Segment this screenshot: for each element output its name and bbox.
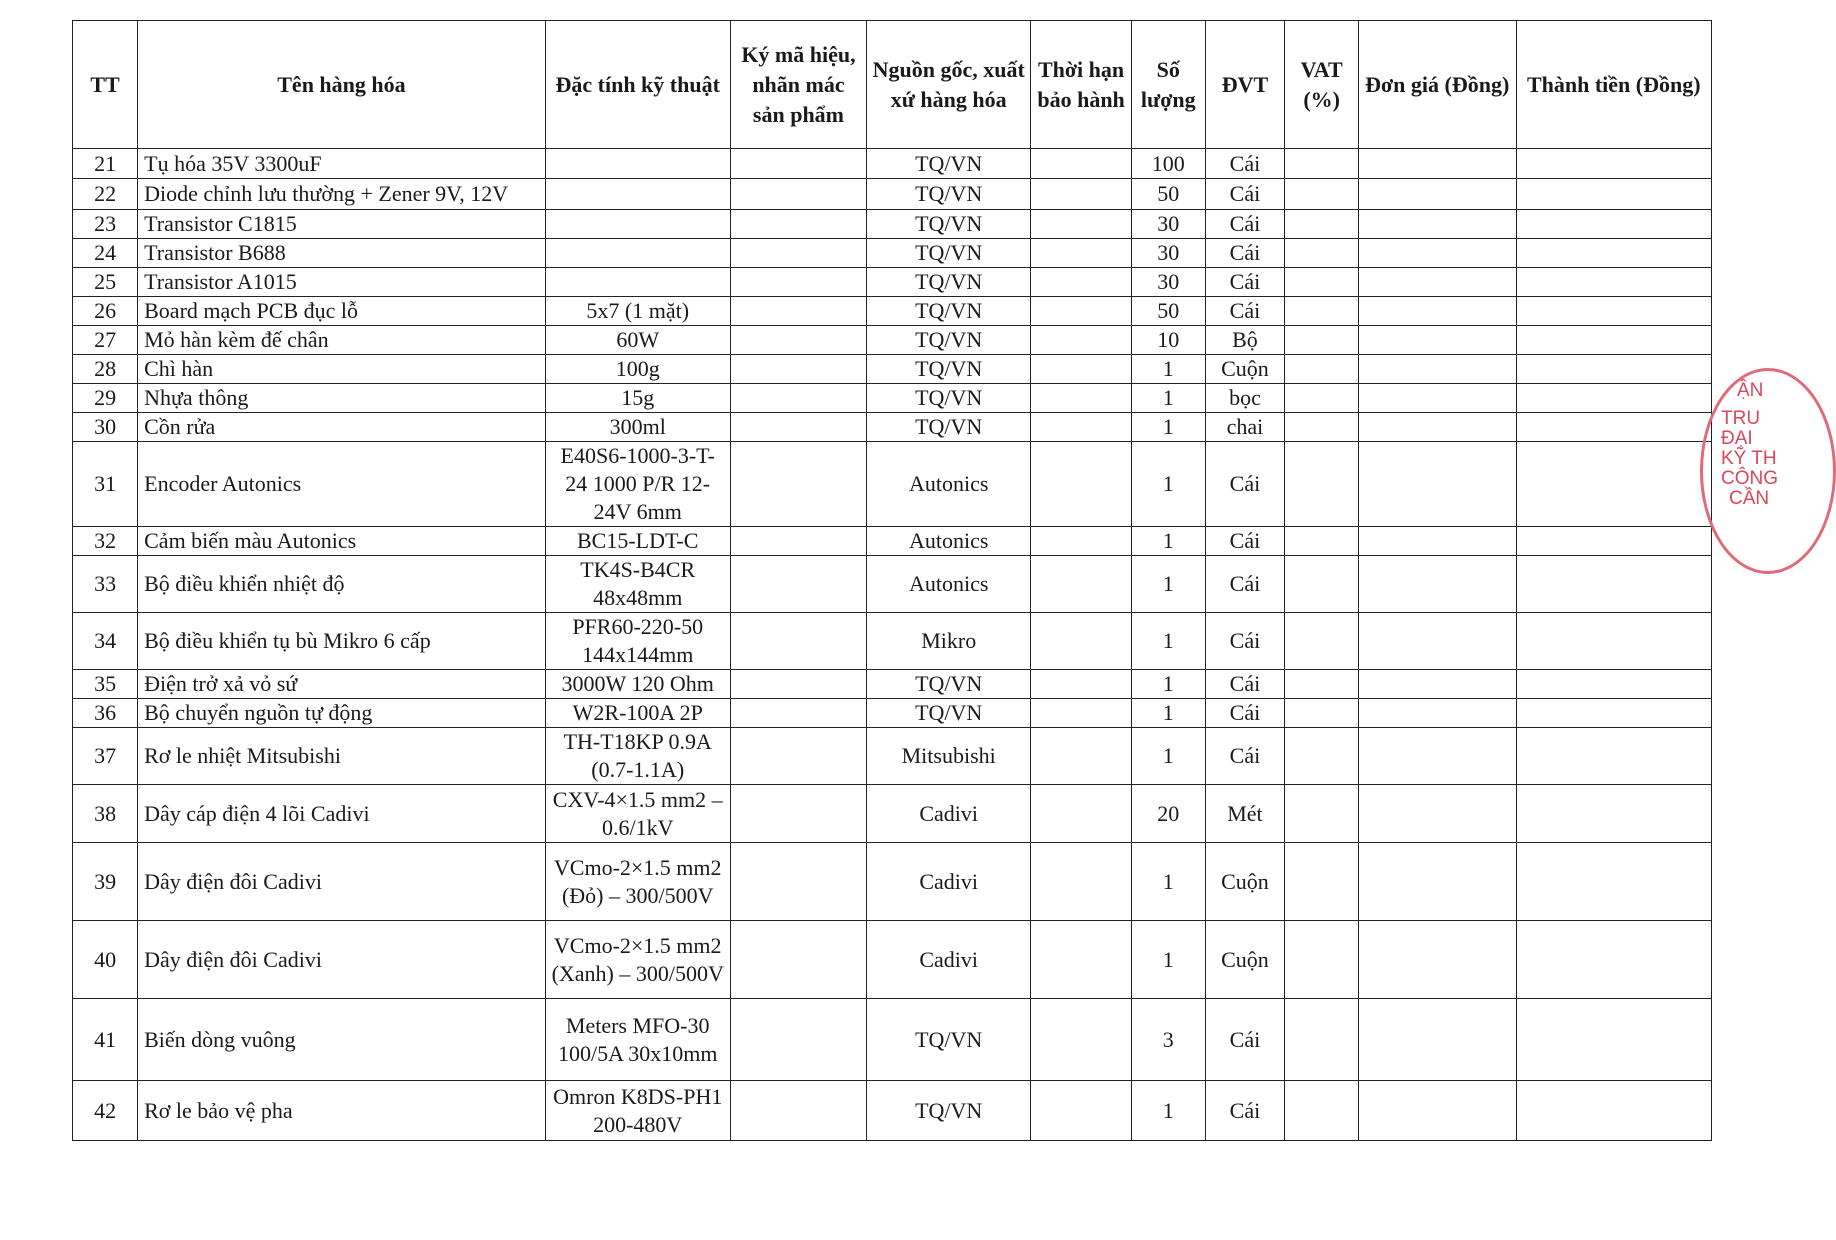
stamp-text: CÔNG (1721, 468, 1778, 489)
cell-vat (1285, 384, 1359, 413)
cell-vat (1285, 149, 1359, 179)
cell-warranty (1031, 149, 1132, 179)
cell-name: Transistor B688 (138, 239, 546, 268)
cell-warranty (1031, 384, 1132, 413)
cell-total (1516, 613, 1712, 670)
cell-qty: 1 (1132, 843, 1206, 921)
cell-code (730, 297, 867, 326)
table-row (73, 326, 1712, 355)
cell-vat (1285, 556, 1359, 613)
cell-spec: 300ml (545, 413, 730, 442)
cell-unit: bọc (1205, 384, 1285, 413)
cell-total (1516, 999, 1712, 1081)
cell-unit: Cái (1205, 1081, 1285, 1141)
cell-qty: 1 (1132, 527, 1206, 556)
cell-spec: CXV-4×1.5 mm2 – 0.6/1kV (545, 785, 730, 843)
cell-code (730, 442, 867, 527)
table-row (73, 413, 1712, 442)
cell-qty: 100 (1132, 149, 1206, 179)
cell-price (1358, 413, 1516, 442)
cell-tt: 37 (73, 728, 138, 785)
header-tt: TT (73, 21, 138, 149)
cell-price (1358, 268, 1516, 297)
cell-qty: 30 (1132, 268, 1206, 297)
cell-code (730, 1081, 867, 1141)
cell-code (730, 413, 867, 442)
table-row (73, 728, 1712, 785)
cell-qty: 50 (1132, 179, 1206, 210)
cell-warranty (1031, 613, 1132, 670)
cell-origin: Mikro (867, 613, 1031, 670)
table-row (73, 268, 1712, 297)
cell-total (1516, 413, 1712, 442)
cell-tt: 42 (73, 1081, 138, 1141)
cell-unit: Cái (1205, 699, 1285, 728)
stamp-text: KỸ TH (1721, 448, 1777, 469)
table-row (73, 843, 1712, 921)
cell-code (730, 613, 867, 670)
cell-tt: 32 (73, 527, 138, 556)
red-stamp (1700, 368, 1836, 574)
cell-spec: VCmo-2×1.5 mm2 (Đỏ) – 300/500V (545, 843, 730, 921)
cell-tt: 39 (73, 843, 138, 921)
cell-origin: TQ/VN (867, 355, 1031, 384)
cell-unit: Cái (1205, 297, 1285, 326)
cell-vat (1285, 1081, 1359, 1141)
cell-total (1516, 699, 1712, 728)
cell-warranty (1031, 297, 1132, 326)
cell-vat (1285, 699, 1359, 728)
cell-spec (545, 268, 730, 297)
cell-tt: 26 (73, 297, 138, 326)
table-row (73, 613, 1712, 670)
cell-vat (1285, 239, 1359, 268)
cell-code (730, 785, 867, 843)
cell-unit: Cuộn (1205, 921, 1285, 999)
cell-tt: 41 (73, 999, 138, 1081)
cell-vat (1285, 843, 1359, 921)
table-row (73, 442, 1712, 527)
cell-warranty (1031, 728, 1132, 785)
table-row (73, 149, 1712, 179)
cell-spec (545, 149, 730, 179)
header-qty: Số lượng (1132, 21, 1206, 149)
cell-code (730, 527, 867, 556)
cell-spec (545, 210, 730, 239)
cell-spec: TH-T18KP 0.9A (0.7-1.1A) (545, 728, 730, 785)
cell-price (1358, 384, 1516, 413)
cell-warranty (1031, 413, 1132, 442)
cell-qty: 20 (1132, 785, 1206, 843)
cell-total (1516, 843, 1712, 921)
cell-spec: E40S6-1000-3-T-24 1000 P/R 12-24V 6mm (545, 442, 730, 527)
cell-code (730, 999, 867, 1081)
table-row (73, 785, 1712, 843)
cell-spec: 15g (545, 384, 730, 413)
cell-spec: PFR60-220-50 144x144mm (545, 613, 730, 670)
cell-code (730, 699, 867, 728)
cell-vat (1285, 999, 1359, 1081)
cell-warranty (1031, 670, 1132, 699)
cell-warranty (1031, 239, 1132, 268)
cell-price (1358, 297, 1516, 326)
cell-vat (1285, 442, 1359, 527)
table-row (73, 670, 1712, 699)
cell-total (1516, 326, 1712, 355)
cell-name: Bộ điều khiển tụ bù Mikro 6 cấp (138, 613, 546, 670)
cell-qty: 1 (1132, 1081, 1206, 1141)
cell-code (730, 843, 867, 921)
cell-vat (1285, 326, 1359, 355)
stamp-text: TRU (1721, 408, 1761, 429)
cell-unit: Cái (1205, 239, 1285, 268)
cell-warranty (1031, 210, 1132, 239)
cell-code (730, 149, 867, 179)
table-row (73, 1081, 1712, 1141)
cell-unit: Cái (1205, 670, 1285, 699)
cell-tt: 23 (73, 210, 138, 239)
header-origin: Nguồn gốc, xuất xứ hàng hóa (867, 21, 1031, 149)
cell-spec: W2R-100A 2P (545, 699, 730, 728)
cell-origin: TQ/VN (867, 210, 1031, 239)
cell-spec (545, 179, 730, 210)
cell-price (1358, 210, 1516, 239)
cell-qty: 1 (1132, 556, 1206, 613)
cell-origin: Autonics (867, 527, 1031, 556)
cell-spec: TK4S-B4CR 48x48mm (545, 556, 730, 613)
cell-qty: 50 (1132, 297, 1206, 326)
cell-name: Rơ le bảo vệ pha (138, 1081, 546, 1141)
cell-qty: 10 (1132, 326, 1206, 355)
cell-price (1358, 527, 1516, 556)
cell-qty: 1 (1132, 355, 1206, 384)
cell-price (1358, 179, 1516, 210)
cell-qty: 1 (1132, 699, 1206, 728)
table-row (73, 384, 1712, 413)
cell-price (1358, 699, 1516, 728)
cell-spec: 100g (545, 355, 730, 384)
cell-price (1358, 355, 1516, 384)
cell-tt: 31 (73, 442, 138, 527)
cell-unit: Cái (1205, 556, 1285, 613)
cell-warranty (1031, 442, 1132, 527)
cell-origin: TQ/VN (867, 149, 1031, 179)
cell-code (730, 670, 867, 699)
stamp-text: ĐẠI (1721, 428, 1753, 449)
cell-price (1358, 442, 1516, 527)
cell-name: Encoder Autonics (138, 442, 546, 527)
cell-vat (1285, 728, 1359, 785)
cell-unit: Cái (1205, 268, 1285, 297)
cell-name: Diode chỉnh lưu thường + Zener 9V, 12V (138, 179, 546, 210)
cell-price (1358, 1081, 1516, 1141)
cell-code (730, 268, 867, 297)
cell-origin: Autonics (867, 556, 1031, 613)
cell-price (1358, 239, 1516, 268)
cell-total (1516, 149, 1712, 179)
cell-tt: 40 (73, 921, 138, 999)
cell-origin: Cadivi (867, 843, 1031, 921)
cell-qty: 1 (1132, 670, 1206, 699)
header-warranty: Thời hạn bảo hành (1031, 21, 1132, 149)
cell-origin: TQ/VN (867, 268, 1031, 297)
cell-code (730, 384, 867, 413)
cell-vat (1285, 527, 1359, 556)
cell-total (1516, 556, 1712, 613)
cell-origin: TQ/VN (867, 1081, 1031, 1141)
cell-vat (1285, 355, 1359, 384)
table-row (73, 239, 1712, 268)
cell-qty: 1 (1132, 921, 1206, 999)
cell-warranty (1031, 785, 1132, 843)
cell-price (1358, 785, 1516, 843)
cell-unit: Cái (1205, 527, 1285, 556)
cell-tt: 21 (73, 149, 138, 179)
cell-qty: 1 (1132, 413, 1206, 442)
cell-code (730, 728, 867, 785)
cell-warranty (1031, 999, 1132, 1081)
cell-tt: 27 (73, 326, 138, 355)
cell-name: Transistor A1015 (138, 268, 546, 297)
cell-price (1358, 326, 1516, 355)
cell-price (1358, 728, 1516, 785)
cell-total (1516, 239, 1712, 268)
header-spec: Đặc tính kỹ thuật (545, 21, 730, 149)
cell-total (1516, 442, 1712, 527)
cell-origin: TQ/VN (867, 326, 1031, 355)
cell-qty: 1 (1132, 728, 1206, 785)
header-vat: VAT (%) (1285, 21, 1359, 149)
cell-warranty (1031, 843, 1132, 921)
cell-unit: Cái (1205, 210, 1285, 239)
cell-tt: 33 (73, 556, 138, 613)
cell-origin: TQ/VN (867, 670, 1031, 699)
table-row (73, 355, 1712, 384)
cell-tt: 25 (73, 268, 138, 297)
cell-price (1358, 999, 1516, 1081)
cell-origin: TQ/VN (867, 699, 1031, 728)
cell-origin: TQ/VN (867, 297, 1031, 326)
cell-spec: BC15-LDT-C (545, 527, 730, 556)
cell-unit: Cái (1205, 728, 1285, 785)
cell-origin: TQ/VN (867, 179, 1031, 210)
cell-spec: Omron K8DS-PH1 200-480V (545, 1081, 730, 1141)
cell-vat (1285, 297, 1359, 326)
header-total: Thành tiền (Đồng) (1516, 21, 1712, 149)
cell-total (1516, 179, 1712, 210)
cell-total (1516, 210, 1712, 239)
table-row (73, 699, 1712, 728)
cell-tt: 24 (73, 239, 138, 268)
cell-code (730, 210, 867, 239)
cell-total (1516, 728, 1712, 785)
cell-origin: TQ/VN (867, 999, 1031, 1081)
cell-total (1516, 297, 1712, 326)
cell-spec (545, 239, 730, 268)
cell-price (1358, 921, 1516, 999)
cell-price (1358, 556, 1516, 613)
cell-vat (1285, 921, 1359, 999)
table-row (73, 179, 1712, 210)
cell-tt: 30 (73, 413, 138, 442)
cell-unit: Cuộn (1205, 355, 1285, 384)
cell-vat (1285, 268, 1359, 297)
cell-name: Dây điện đôi Cadivi (138, 843, 546, 921)
cell-total (1516, 670, 1712, 699)
cell-qty: 1 (1132, 613, 1206, 670)
cell-code (730, 179, 867, 210)
header-code: Ký mã hiệu, nhãn mác sản phẩm (730, 21, 867, 149)
cell-unit: Cái (1205, 179, 1285, 210)
cell-price (1358, 670, 1516, 699)
cell-vat (1285, 210, 1359, 239)
cell-name: Bộ chuyển nguồn tự động (138, 699, 546, 728)
cell-warranty (1031, 527, 1132, 556)
cell-tt: 29 (73, 384, 138, 413)
cell-qty: 1 (1132, 442, 1206, 527)
stamp-text: CẦN (1729, 488, 1770, 509)
cell-vat (1285, 785, 1359, 843)
cell-warranty (1031, 921, 1132, 999)
table-row (73, 527, 1712, 556)
cell-total (1516, 921, 1712, 999)
cell-vat (1285, 670, 1359, 699)
cell-total (1516, 355, 1712, 384)
cell-unit: Cái (1205, 149, 1285, 179)
cell-name: Dây điện đôi Cadivi (138, 921, 546, 999)
cell-unit: Cuộn (1205, 843, 1285, 921)
cell-tt: 35 (73, 670, 138, 699)
cell-tt: 28 (73, 355, 138, 384)
cell-vat (1285, 413, 1359, 442)
cell-spec: VCmo-2×1.5 mm2 (Xanh) – 300/500V (545, 921, 730, 999)
cell-name: Rơ le nhiệt Mitsubishi (138, 728, 546, 785)
cell-unit: Cái (1205, 999, 1285, 1081)
cell-name: Tụ hóa 35V 3300uF (138, 149, 546, 179)
table-row (73, 210, 1712, 239)
cell-spec: 3000W 120 Ohm (545, 670, 730, 699)
cell-name: Cồn rửa (138, 413, 546, 442)
cell-name: Mỏ hàn kèm đế chân (138, 326, 546, 355)
cell-price (1358, 149, 1516, 179)
cell-code (730, 326, 867, 355)
cell-tt: 34 (73, 613, 138, 670)
cell-name: Bộ điều khiển nhiệt độ (138, 556, 546, 613)
cell-total (1516, 785, 1712, 843)
cell-total (1516, 268, 1712, 297)
table-body (73, 149, 1712, 1141)
cell-code (730, 556, 867, 613)
cell-warranty (1031, 699, 1132, 728)
cell-qty: 30 (1132, 210, 1206, 239)
cell-total (1516, 527, 1712, 556)
cell-spec: Meters MFO-30 100/5A 30x10mm (545, 999, 730, 1081)
table-row (73, 556, 1712, 613)
goods-table (72, 20, 1712, 1141)
cell-warranty (1031, 179, 1132, 210)
table-row (73, 921, 1712, 999)
cell-vat (1285, 613, 1359, 670)
cell-warranty (1031, 556, 1132, 613)
cell-code (730, 921, 867, 999)
cell-unit: Mét (1205, 785, 1285, 843)
cell-origin: TQ/VN (867, 384, 1031, 413)
cell-name: Biến dòng vuông (138, 999, 546, 1081)
cell-name: Điện trở xả vỏ sứ (138, 670, 546, 699)
cell-name: Dây cáp điện 4 lõi Cadivi (138, 785, 546, 843)
cell-name: Transistor C1815 (138, 210, 546, 239)
cell-qty: 30 (1132, 239, 1206, 268)
cell-origin: Autonics (867, 442, 1031, 527)
cell-unit: chai (1205, 413, 1285, 442)
cell-total (1516, 384, 1712, 413)
cell-warranty (1031, 1081, 1132, 1141)
header-price: Đơn giá (Đồng) (1358, 21, 1516, 149)
cell-tt: 22 (73, 179, 138, 210)
cell-spec: 5x7 (1 mặt) (545, 297, 730, 326)
cell-price (1358, 843, 1516, 921)
header-name: Tên hàng hóa (138, 21, 546, 149)
cell-unit: Bộ (1205, 326, 1285, 355)
cell-vat (1285, 179, 1359, 210)
cell-code (730, 239, 867, 268)
cell-tt: 36 (73, 699, 138, 728)
cell-name: Board mạch PCB đục lỗ (138, 297, 546, 326)
cell-origin: Cadivi (867, 921, 1031, 999)
cell-price (1358, 613, 1516, 670)
cell-name: Nhựa thông (138, 384, 546, 413)
table-row (73, 999, 1712, 1081)
cell-origin: Mitsubishi (867, 728, 1031, 785)
cell-warranty (1031, 268, 1132, 297)
cell-warranty (1031, 326, 1132, 355)
cell-unit: Cái (1205, 613, 1285, 670)
cell-name: Chì hàn (138, 355, 546, 384)
cell-total (1516, 1081, 1712, 1141)
cell-tt: 38 (73, 785, 138, 843)
cell-origin: TQ/VN (867, 239, 1031, 268)
cell-origin: Cadivi (867, 785, 1031, 843)
cell-warranty (1031, 355, 1132, 384)
table-row (73, 297, 1712, 326)
cell-qty: 3 (1132, 999, 1206, 1081)
cell-qty: 1 (1132, 384, 1206, 413)
header-row (73, 21, 1712, 149)
cell-origin: TQ/VN (867, 413, 1031, 442)
cell-code (730, 355, 867, 384)
cell-unit: Cái (1205, 442, 1285, 527)
cell-name: Cảm biến màu Autonics (138, 527, 546, 556)
stamp-text: ẬN (1737, 380, 1764, 401)
cell-spec: 60W (545, 326, 730, 355)
header-unit: ĐVT (1205, 21, 1285, 149)
